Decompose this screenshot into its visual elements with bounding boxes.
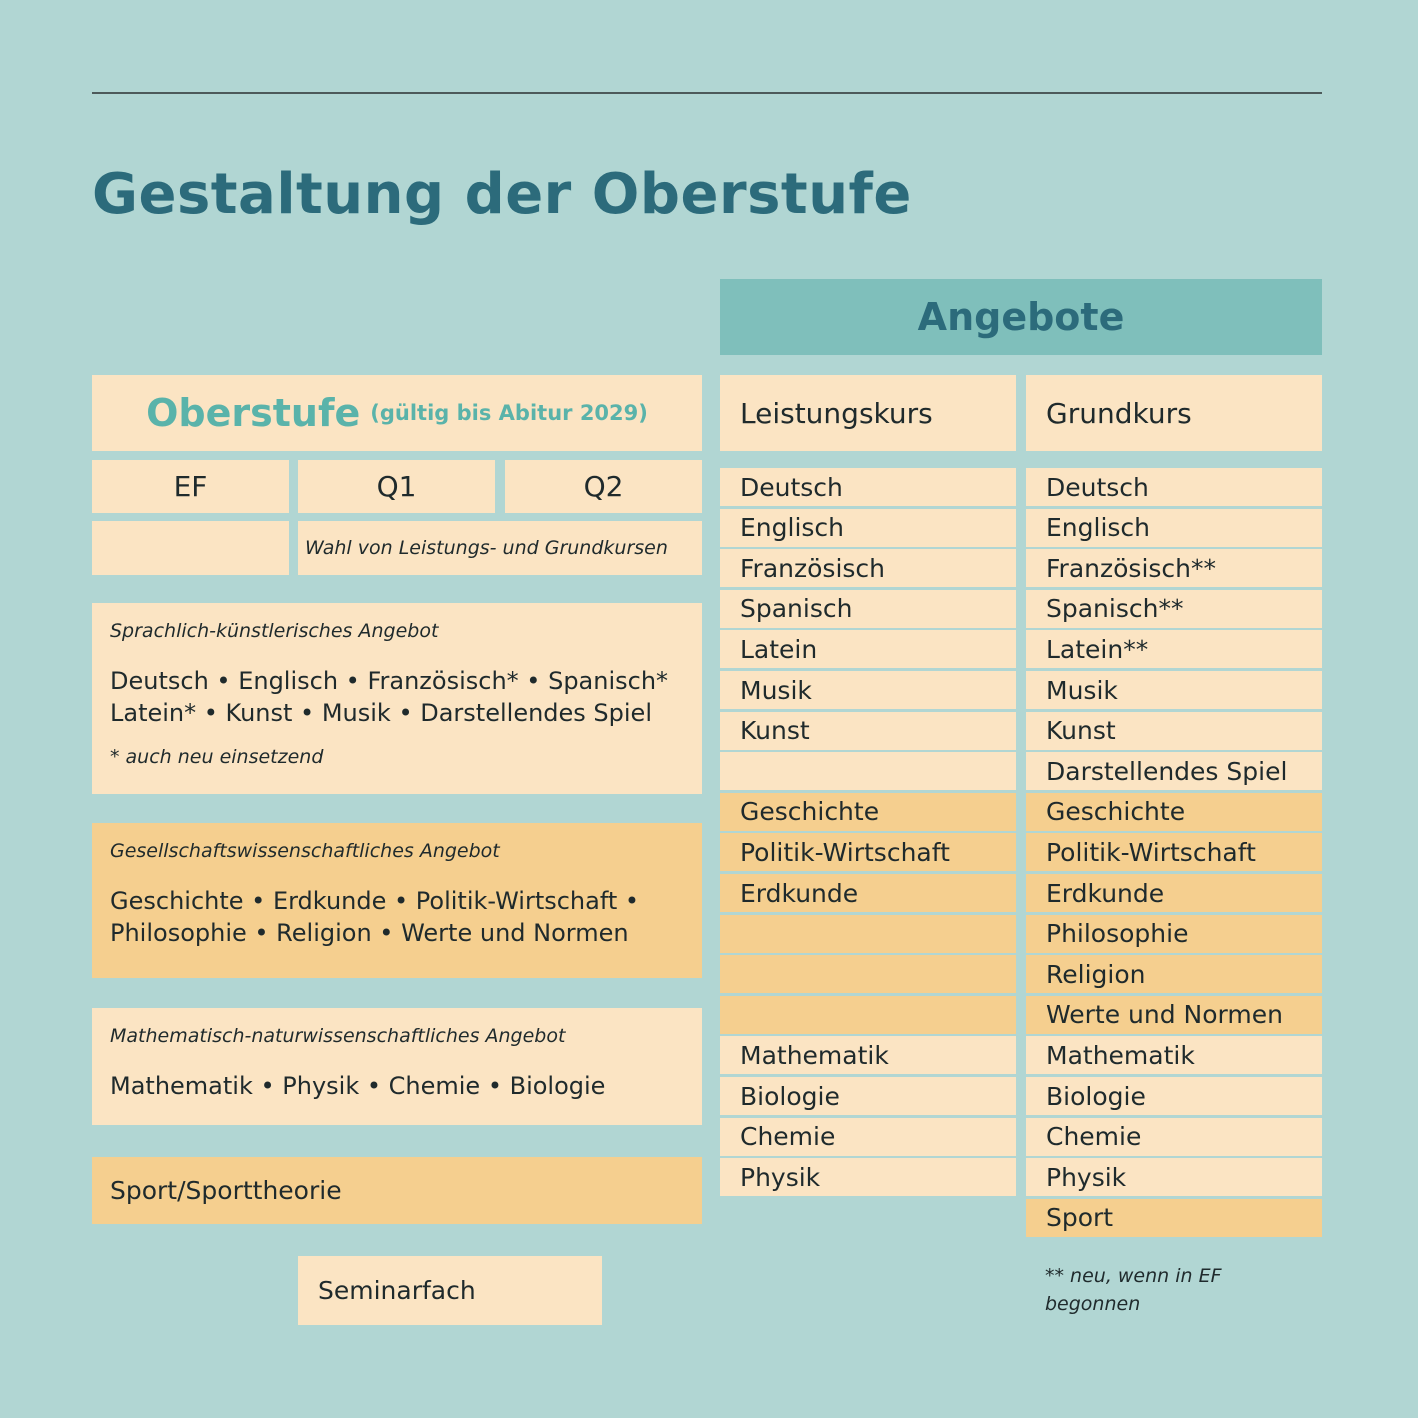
sprachlich-line-1: Deutsch • Englisch • Französisch* • Spanisch* — [110, 667, 669, 695]
gk-cell: Chemie — [1026, 1118, 1322, 1156]
lk-cell: Deutsch — [720, 468, 1016, 506]
lk-cell: Englisch — [720, 509, 1016, 547]
mathe-line-1: Mathematik • Physik • Chemie • Biologie — [110, 1072, 606, 1100]
lk-cell — [720, 752, 1016, 790]
gesellschaft-line-1: Geschichte • Erdkunde • Politik-Wirtschaft • — [110, 887, 640, 915]
lk-cell: Mathematik — [720, 1036, 1016, 1074]
gk-footnote: ** neu, wenn in EF begonnen — [1045, 1265, 1222, 1315]
phase-q2: Q2 — [505, 460, 702, 513]
lk-cell: Chemie — [720, 1118, 1016, 1156]
lk-cell: Erdkunde — [720, 874, 1016, 912]
mathe-caption: Mathematisch-naturwissenschaftliches Angebot — [110, 1025, 566, 1047]
gk-cell: Biologie — [1026, 1077, 1322, 1115]
lk-cell: Kunst — [720, 712, 1016, 750]
lk-cell: Musik — [720, 671, 1016, 709]
gk-cell: Spanisch** — [1026, 590, 1322, 628]
gesellschaft-line-2: Philosophie • Religion • Werte und Normen — [110, 919, 629, 947]
sprachlich-caption: Sprachlich-künstlerisches Angebot — [110, 620, 439, 642]
gk-cell: Politik-Wirtschaft — [1026, 833, 1322, 871]
gk-cell: Werte und Normen — [1026, 996, 1322, 1034]
sprachlich-block — [92, 603, 702, 794]
lk-cell — [720, 915, 1016, 953]
lk-header: Leistungskurs — [720, 375, 1016, 451]
lk-cell: Spanisch — [720, 590, 1016, 628]
lk-cell: Geschichte — [720, 793, 1016, 831]
gk-cell: Latein** — [1026, 630, 1322, 668]
oberstufe-title: Oberstufe — [146, 391, 361, 435]
lk-cell: Physik — [720, 1158, 1016, 1196]
gk-cell: Religion — [1026, 955, 1322, 993]
page-title: Gestaltung der Oberstufe — [92, 162, 912, 227]
gk-header: Grundkurs — [1026, 375, 1322, 451]
gk-cell: Philosophie — [1026, 915, 1322, 953]
gk-cell: Physik — [1026, 1158, 1322, 1196]
oberstufe-subtitle: (gültig bis Abitur 2029) — [370, 401, 648, 425]
mathe-block — [92, 1008, 702, 1125]
gk-cell: Mathematik — [1026, 1036, 1322, 1074]
lk-cell: Latein — [720, 630, 1016, 668]
gk-cell: Französisch** — [1026, 549, 1322, 587]
lk-cell: Biologie — [720, 1077, 1016, 1115]
gk-cell: Sport — [1026, 1199, 1322, 1237]
lk-cell: Politik-Wirtschaft — [720, 833, 1016, 871]
seminarfach-block: Seminarfach — [298, 1256, 602, 1325]
phase-q1: Q1 — [298, 460, 495, 513]
gk-cell: Geschichte — [1026, 793, 1322, 831]
gk-cell: Kunst — [1026, 712, 1322, 750]
gk-cell: Musik — [1026, 671, 1322, 709]
lk-cell — [720, 955, 1016, 993]
sprachlich-note: * auch neu einsetzend — [110, 746, 324, 768]
lk-cell: Französisch — [720, 549, 1016, 587]
oberstufe-header — [92, 375, 702, 451]
gesellschaft-block — [92, 823, 702, 978]
lk-cell — [720, 996, 1016, 1034]
gesellschaft-caption: Gesellschaftswissenschaftliches Angebot — [110, 840, 500, 862]
gk-cell: Erdkunde — [1026, 874, 1322, 912]
phase-ef: EF — [92, 460, 289, 513]
top-divider — [92, 92, 1322, 94]
sport-block: Sport/Sporttheorie — [92, 1157, 702, 1224]
wahl-note: Wahl von Leistungs- und Grundkursen — [298, 521, 702, 575]
gk-cell: Darstellendes Spiel — [1026, 752, 1322, 790]
angebote-header: Angebote — [720, 279, 1322, 355]
sprachlich-line-2: Latein* • Kunst • Musik • Darstellendes Spiel — [110, 699, 652, 727]
gk-cell: Englisch — [1026, 509, 1322, 547]
gk-cell: Deutsch — [1026, 468, 1322, 506]
ef-empty-cell — [92, 521, 289, 575]
